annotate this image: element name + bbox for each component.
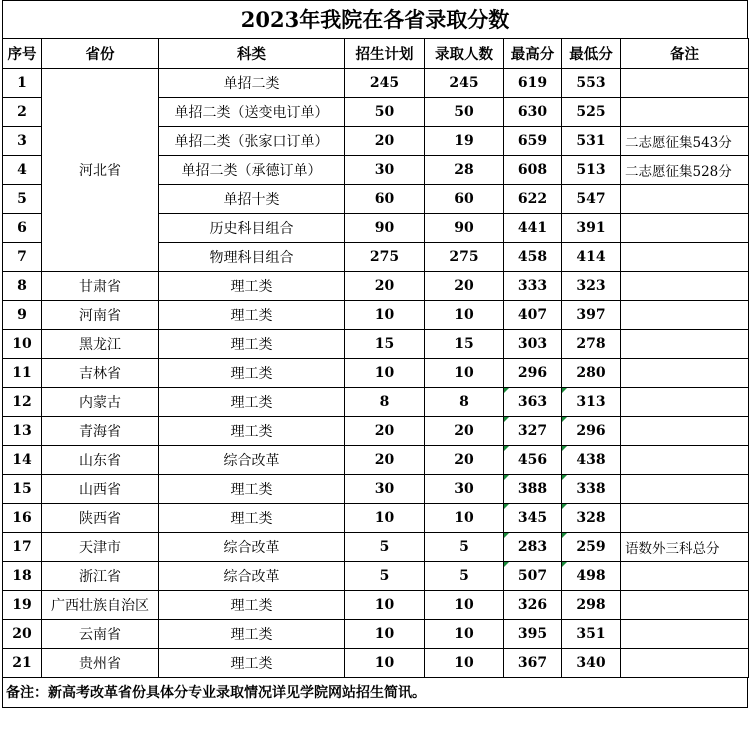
cell-note <box>621 185 749 214</box>
cell-type: 物理科目组合 <box>159 243 345 272</box>
cell-admitted: 28 <box>425 156 504 185</box>
cell-min: 298 <box>562 591 621 620</box>
cell-no: 19 <box>3 591 42 620</box>
cell-province: 陕西省 <box>42 504 159 533</box>
cell-note: 二志愿征集543分 <box>621 127 749 156</box>
cell-admitted: 10 <box>425 620 504 649</box>
table-row <box>3 301 749 330</box>
cell-province: 青海省 <box>42 417 159 446</box>
header-type: 科类 <box>159 39 345 69</box>
cell-type: 理工类 <box>159 475 345 504</box>
cell-plan: 275 <box>345 243 425 272</box>
cell-no: 13 <box>3 417 42 446</box>
cell-note <box>621 562 749 591</box>
cell-min: 259 <box>562 533 621 562</box>
cell-max: 407 <box>504 301 562 330</box>
cell-note <box>621 243 749 272</box>
cell-admitted: 20 <box>425 272 504 301</box>
cell-admitted: 10 <box>425 649 504 678</box>
cell-admitted: 10 <box>425 359 504 388</box>
cell-type: 综合改革 <box>159 562 345 591</box>
cell-type: 单招十类 <box>159 185 345 214</box>
cell-plan: 10 <box>345 359 425 388</box>
cell-min: 391 <box>562 214 621 243</box>
cell-no: 17 <box>3 533 42 562</box>
cell-note <box>621 301 749 330</box>
cell-max: 622 <box>504 185 562 214</box>
cell-min: 397 <box>562 301 621 330</box>
cell-type: 理工类 <box>159 620 345 649</box>
cell-admitted: 20 <box>425 417 504 446</box>
cell-type: 理工类 <box>159 649 345 678</box>
cell-min: 296 <box>562 417 621 446</box>
cell-no: 5 <box>3 185 42 214</box>
cell-min: 438 <box>562 446 621 475</box>
cell-plan: 90 <box>345 214 425 243</box>
cell-admitted: 20 <box>425 446 504 475</box>
cell-admitted: 8 <box>425 388 504 417</box>
cell-province: 河南省 <box>42 301 159 330</box>
cell-note <box>621 272 749 301</box>
header-no: 序号 <box>3 39 42 69</box>
cell-plan: 20 <box>345 417 425 446</box>
table-row <box>3 330 749 359</box>
cell-max: 458 <box>504 243 562 272</box>
cell-note: 二志愿征集528分 <box>621 156 749 185</box>
cell-type: 综合改革 <box>159 446 345 475</box>
header-min: 最低分 <box>562 39 621 69</box>
table-row <box>3 69 749 98</box>
header-max: 最高分 <box>504 39 562 69</box>
cell-plan: 5 <box>345 533 425 562</box>
cell-admitted: 10 <box>425 504 504 533</box>
table-row <box>3 649 749 678</box>
table-row <box>3 504 749 533</box>
header-note: 备注 <box>621 39 749 69</box>
cell-type: 单招二类（张家口订单） <box>159 127 345 156</box>
cell-type: 理工类 <box>159 591 345 620</box>
cell-max: 303 <box>504 330 562 359</box>
cell-note <box>621 330 749 359</box>
cell-province: 云南省 <box>42 620 159 649</box>
cell-admitted: 10 <box>425 301 504 330</box>
header-province: 省份 <box>42 39 159 69</box>
table-row <box>3 272 749 301</box>
cell-plan: 10 <box>345 301 425 330</box>
cell-no: 14 <box>3 446 42 475</box>
cell-no: 16 <box>3 504 42 533</box>
admission-table <box>2 38 749 678</box>
cell-min: 340 <box>562 649 621 678</box>
cell-no: 20 <box>3 620 42 649</box>
cell-min: 414 <box>562 243 621 272</box>
cell-min: 553 <box>562 69 621 98</box>
cell-no: 8 <box>3 272 42 301</box>
cell-max: 507 <box>504 562 562 591</box>
admission-sheet <box>2 0 748 708</box>
cell-admitted: 10 <box>425 591 504 620</box>
cell-plan: 50 <box>345 98 425 127</box>
cell-province: 内蒙古 <box>42 388 159 417</box>
cell-type: 单招二类 <box>159 69 345 98</box>
cell-no: 1 <box>3 69 42 98</box>
cell-plan: 20 <box>345 127 425 156</box>
table-row <box>3 591 749 620</box>
cell-province: 广西壮族自治区 <box>42 591 159 620</box>
cell-province: 浙江省 <box>42 562 159 591</box>
cell-no: 21 <box>3 649 42 678</box>
cell-max: 296 <box>504 359 562 388</box>
cell-max: 630 <box>504 98 562 127</box>
cell-plan: 15 <box>345 330 425 359</box>
cell-note <box>621 649 749 678</box>
cell-note <box>621 214 749 243</box>
cell-province: 山东省 <box>42 446 159 475</box>
cell-max: 363 <box>504 388 562 417</box>
cell-admitted: 90 <box>425 214 504 243</box>
cell-province: 黑龙江 <box>42 330 159 359</box>
cell-province: 吉林省 <box>42 359 159 388</box>
cell-max: 326 <box>504 591 562 620</box>
cell-admitted: 60 <box>425 185 504 214</box>
cell-admitted: 5 <box>425 562 504 591</box>
page-title: 2023年我院在各省录取分数 <box>2 0 748 38</box>
cell-max: 388 <box>504 475 562 504</box>
cell-province: 甘肃省 <box>42 272 159 301</box>
table-row <box>3 446 749 475</box>
cell-admitted: 30 <box>425 475 504 504</box>
cell-max: 456 <box>504 446 562 475</box>
cell-no: 10 <box>3 330 42 359</box>
cell-min: 525 <box>562 98 621 127</box>
cell-no: 3 <box>3 127 42 156</box>
cell-min: 278 <box>562 330 621 359</box>
cell-max: 441 <box>504 214 562 243</box>
cell-note <box>621 475 749 504</box>
table-row <box>3 388 749 417</box>
cell-plan: 10 <box>345 591 425 620</box>
cell-note <box>621 620 749 649</box>
cell-min: 313 <box>562 388 621 417</box>
cell-no: 11 <box>3 359 42 388</box>
cell-max: 345 <box>504 504 562 533</box>
header-admitted: 录取人数 <box>425 39 504 69</box>
cell-max: 619 <box>504 69 562 98</box>
table-row <box>3 359 749 388</box>
cell-admitted: 245 <box>425 69 504 98</box>
cell-note <box>621 591 749 620</box>
cell-type: 理工类 <box>159 330 345 359</box>
cell-type: 单招二类（送变电订单） <box>159 98 345 127</box>
cell-type: 理工类 <box>159 359 345 388</box>
cell-province: 山西省 <box>42 475 159 504</box>
cell-plan: 60 <box>345 185 425 214</box>
cell-plan: 10 <box>345 649 425 678</box>
cell-note <box>621 359 749 388</box>
cell-plan: 20 <box>345 446 425 475</box>
cell-type: 单招二类（承德订单） <box>159 156 345 185</box>
cell-max: 659 <box>504 127 562 156</box>
cell-min: 323 <box>562 272 621 301</box>
cell-min: 531 <box>562 127 621 156</box>
cell-min: 351 <box>562 620 621 649</box>
cell-type: 历史科目组合 <box>159 214 345 243</box>
cell-type: 理工类 <box>159 504 345 533</box>
cell-no: 12 <box>3 388 42 417</box>
cell-note <box>621 388 749 417</box>
cell-min: 338 <box>562 475 621 504</box>
header-plan: 招生计划 <box>345 39 425 69</box>
cell-plan: 10 <box>345 620 425 649</box>
table-row <box>3 533 749 562</box>
cell-max: 283 <box>504 533 562 562</box>
cell-note <box>621 417 749 446</box>
cell-province-hebei: 河北省 <box>42 69 159 272</box>
cell-plan: 20 <box>345 272 425 301</box>
cell-max: 327 <box>504 417 562 446</box>
cell-type: 理工类 <box>159 388 345 417</box>
cell-min: 513 <box>562 156 621 185</box>
cell-province: 天津市 <box>42 533 159 562</box>
cell-admitted: 5 <box>425 533 504 562</box>
cell-plan: 245 <box>345 69 425 98</box>
cell-admitted: 19 <box>425 127 504 156</box>
cell-no: 7 <box>3 243 42 272</box>
cell-type: 理工类 <box>159 301 345 330</box>
footer-note: 备注：新高考改革省份具体分专业录取情况详见学院网站招生简讯。 <box>2 678 748 708</box>
table-row <box>3 562 749 591</box>
cell-no: 4 <box>3 156 42 185</box>
cell-min: 498 <box>562 562 621 591</box>
cell-no: 15 <box>3 475 42 504</box>
cell-note <box>621 446 749 475</box>
cell-note: 语数外三科总分 <box>621 533 749 562</box>
cell-no: 2 <box>3 98 42 127</box>
cell-plan: 10 <box>345 504 425 533</box>
cell-max: 333 <box>504 272 562 301</box>
cell-plan: 30 <box>345 475 425 504</box>
cell-province: 贵州省 <box>42 649 159 678</box>
cell-min: 280 <box>562 359 621 388</box>
cell-max: 608 <box>504 156 562 185</box>
cell-min: 328 <box>562 504 621 533</box>
cell-note <box>621 504 749 533</box>
cell-note <box>621 98 749 127</box>
table-row <box>3 417 749 446</box>
cell-no: 9 <box>3 301 42 330</box>
cell-plan: 30 <box>345 156 425 185</box>
cell-type: 理工类 <box>159 272 345 301</box>
cell-plan: 5 <box>345 562 425 591</box>
cell-max: 367 <box>504 649 562 678</box>
cell-note <box>621 69 749 98</box>
table-row <box>3 620 749 649</box>
cell-min: 547 <box>562 185 621 214</box>
header-row <box>3 39 749 69</box>
cell-plan: 8 <box>345 388 425 417</box>
cell-max: 395 <box>504 620 562 649</box>
cell-admitted: 50 <box>425 98 504 127</box>
cell-no: 18 <box>3 562 42 591</box>
cell-admitted: 15 <box>425 330 504 359</box>
cell-admitted: 275 <box>425 243 504 272</box>
cell-type: 综合改革 <box>159 533 345 562</box>
cell-no: 6 <box>3 214 42 243</box>
table-row <box>3 475 749 504</box>
cell-type: 理工类 <box>159 417 345 446</box>
